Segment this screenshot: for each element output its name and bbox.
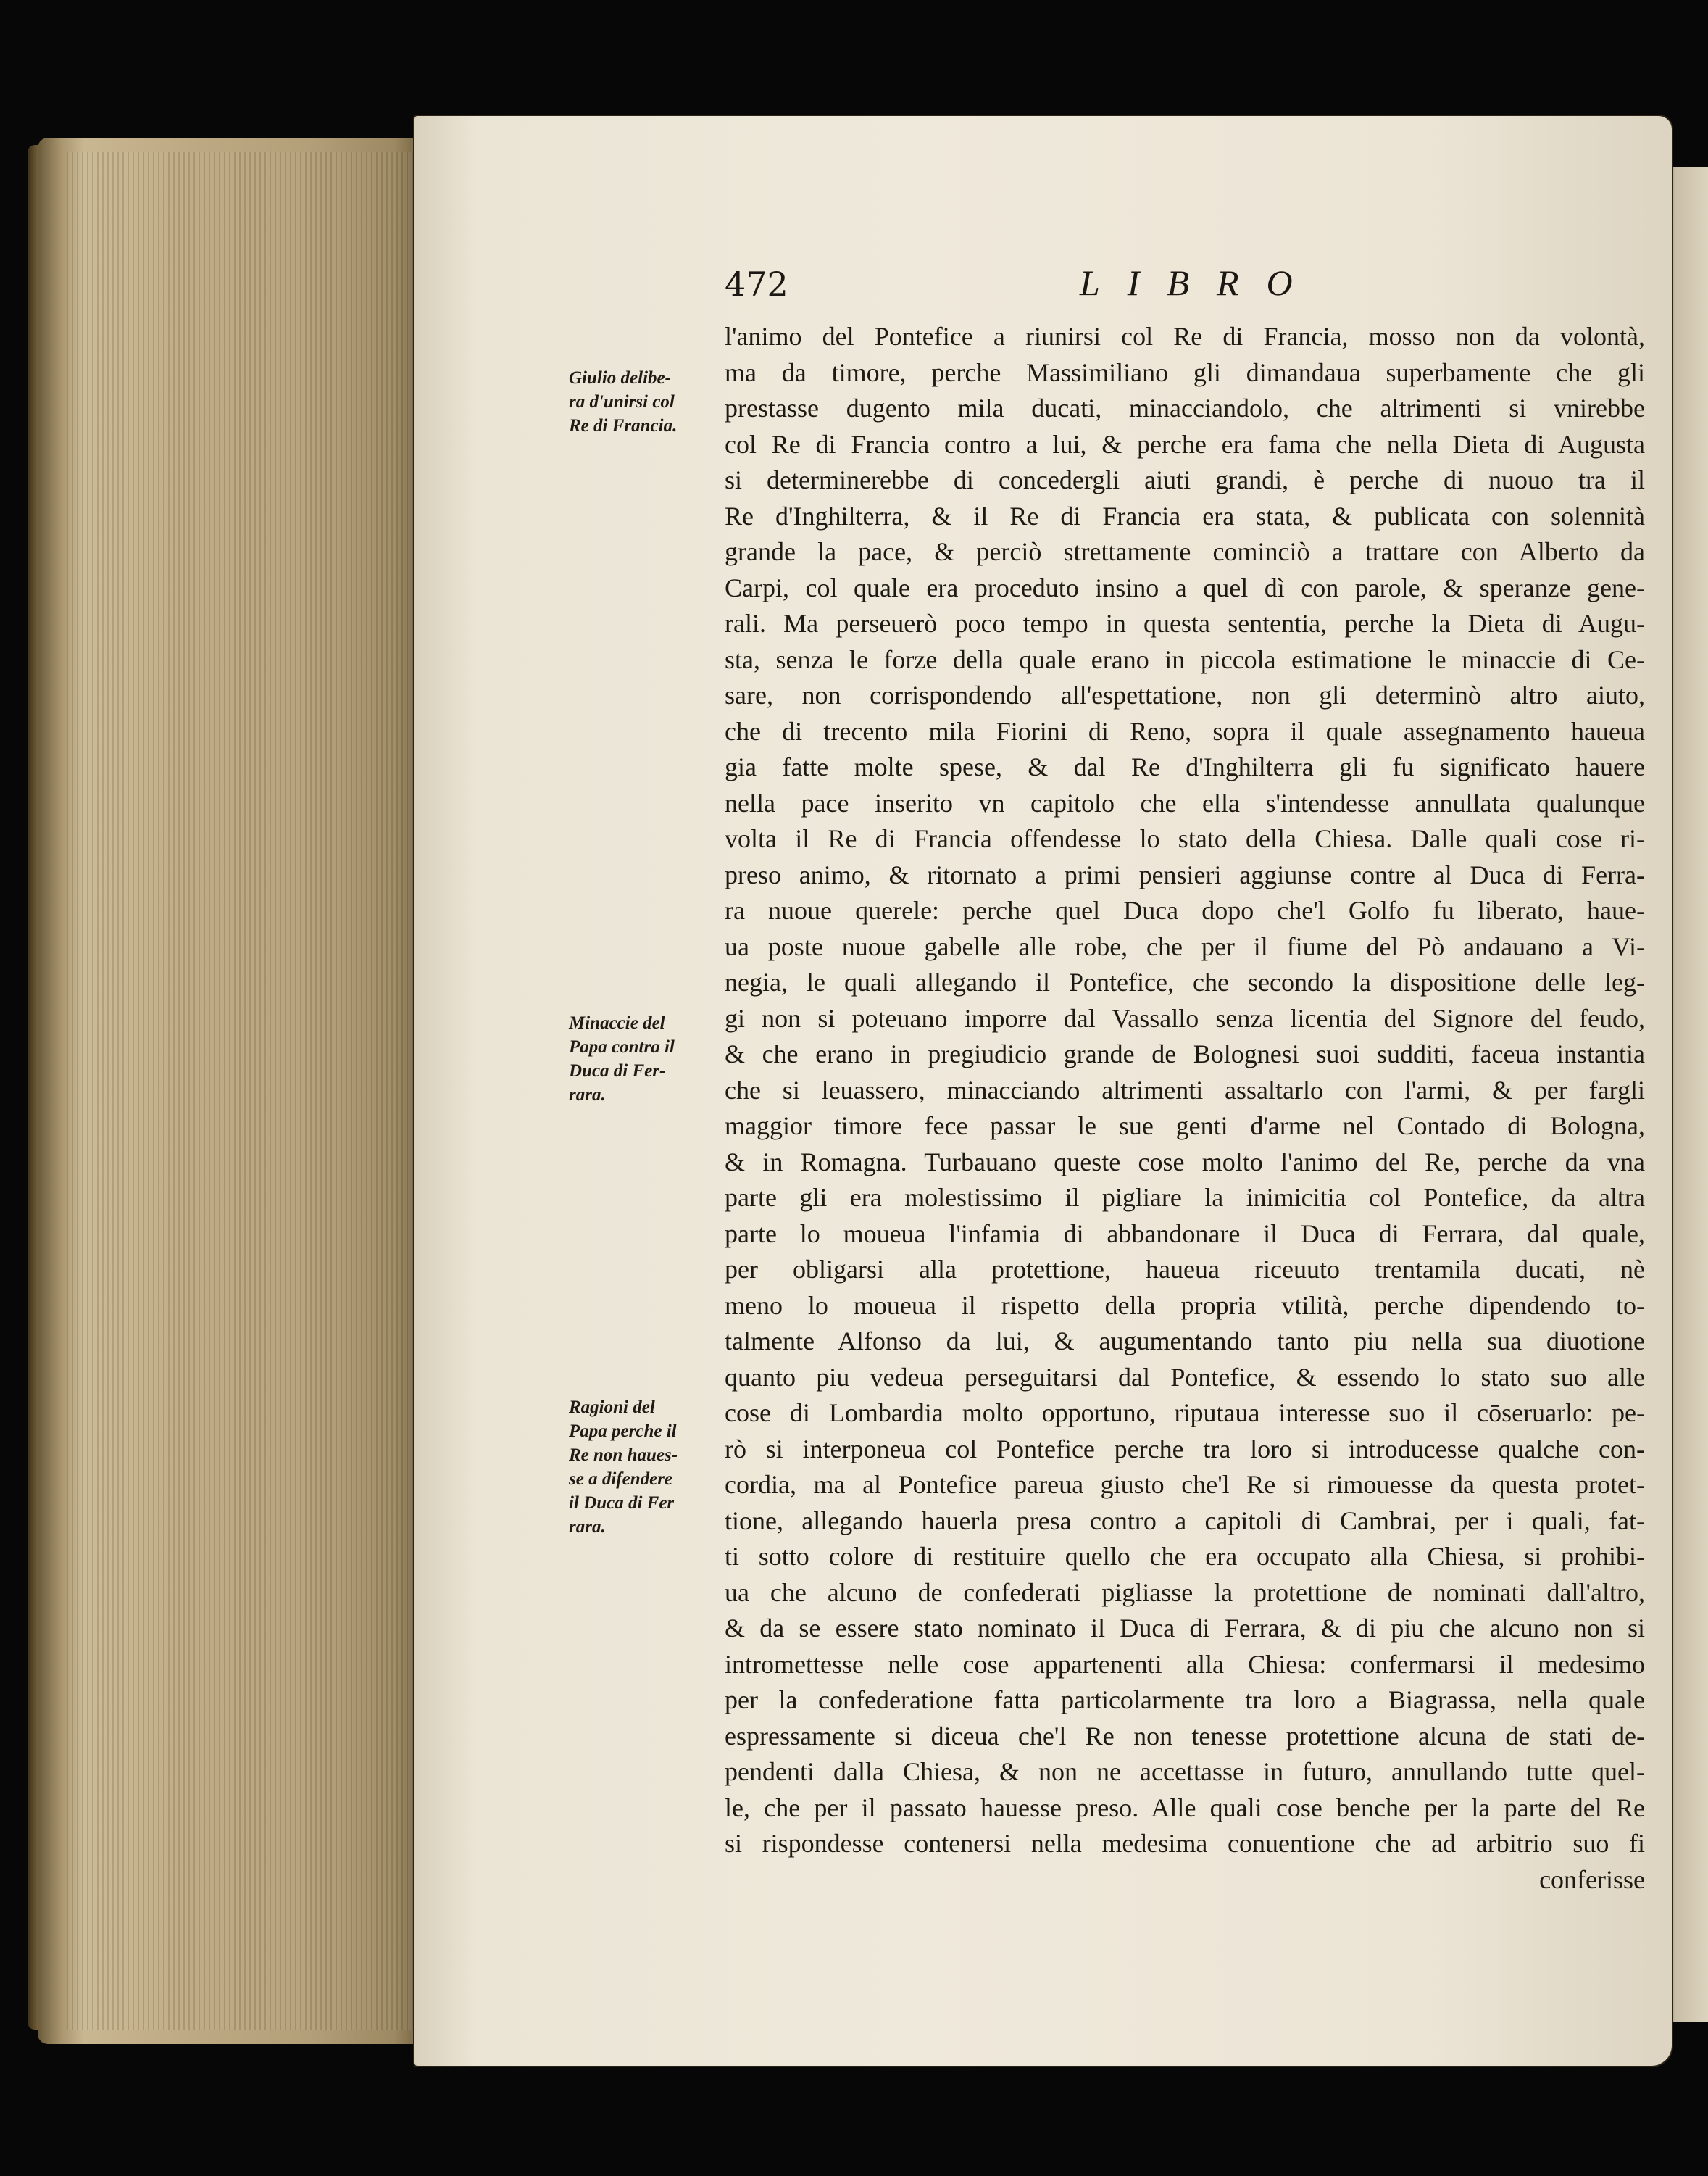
text-line: talmente Alfonso da lui, & augumentando tanto piu nella sua diuotione	[725, 1326, 1645, 1355]
text-line: & in Romagna. Turbauano queste cose molto l'animo del Re, perche da vna	[725, 1147, 1645, 1176]
text-line: tione, allegando hauerla presa contro a capitoli di Cambrai, per i quali, fat-	[725, 1506, 1645, 1535]
running-title: LIBRO	[1080, 262, 1320, 303]
text-line: ua che alcuno de confederati pigliasse la protettione de nominati dall'altro,	[725, 1577, 1645, 1607]
margin-note-line: Papa perche il	[569, 1421, 677, 1441]
text-line: espressamente si diceua che'l Re non tenesse protettione alcuna de stati de-	[725, 1721, 1645, 1751]
text-line: nella pace inserito vn capitolo che ella s'intendesse annullata qualunque	[725, 788, 1645, 818]
text-line: per obligarsi alla protettione, haueua riceuuto trentamila ducati, nè	[725, 1255, 1645, 1284]
margin-note-line: ra d'unirsi col	[569, 392, 675, 412]
margin-note-line: rara.	[569, 1085, 606, 1105]
text-line: si determinerebbe di concedergli aiuti grandi, è perche di nuouo tra il	[725, 465, 1645, 494]
text-line: ua poste nuoue gabelle alle robe, che per il fiume del Pò andauano a Vi-	[725, 931, 1645, 961]
margin-note	[569, 1011, 714, 1107]
page-header	[725, 262, 1449, 308]
text-line: & che erano in pregiudicio grande de Bolognesi suoi sudditi, faceua instantia	[725, 1039, 1645, 1068]
text-line: si rispondesse contenersi nella medesima conuentione che ad arbitrio suo fi	[725, 1829, 1645, 1858]
page-block-edges	[38, 138, 425, 2044]
margin-note-line: Giulio delibe-	[569, 368, 671, 388]
margin-note-line: Papa contra il	[569, 1037, 675, 1057]
text-line: meno lo moueua il rispetto della propria vtilità, perche dipendendo to-	[725, 1290, 1645, 1320]
text-line: parte gli era molestissimo il pigliare la inimicitia col Pontefice, da altra	[725, 1183, 1645, 1212]
margin-note-line: Duca di Fer-	[569, 1061, 666, 1081]
text-line: rali. Ma perseuerò poco tempo in questa sententia, perche la Dieta di Augu-	[725, 609, 1645, 638]
text-line: quanto piu vedeua perseguitarsi dal Pontefice, & essendo lo stato suo alle	[725, 1362, 1645, 1392]
text-line: volta il Re di Francia offendesse lo stato della Chiesa. Dalle quali cose ri-	[725, 824, 1645, 853]
text-line: sare, non corrispondendo all'espettatione, non gli determinò altro aiuto,	[725, 681, 1645, 710]
text-line: ra nuoue querele: perche quel Duca dopo che'l Golfo fu liberato, haue-	[725, 896, 1645, 925]
text-line: che si leuassero, minacciando altrimenti assaltarlo con l'armi, & per fargli	[725, 1075, 1645, 1105]
margin-note	[569, 1395, 714, 1539]
margin-note-line: Minaccie del	[569, 1013, 665, 1033]
text-line: Re d'Inghilterra, & il Re di Francia era stata, & publicata con solennità	[725, 501, 1645, 531]
text-line: l'animo del Pontefice a riunirsi col Re di Francia, mosso non da volontà,	[725, 322, 1645, 351]
text-line: negia, le quali allegando il Pontefice, che secondo la dispositione delle leg-	[725, 968, 1645, 997]
margin-note-line: il Duca di Fer	[569, 1493, 675, 1513]
text-line: cordia, ma al Pontefice pareua giusto che'l Re si rimouesse da questa protet-	[725, 1470, 1645, 1499]
margin-note	[569, 366, 714, 438]
text-line: grande la pace, & perciò strettamente cominciò a trattare con Alberto da	[725, 537, 1645, 566]
margin-note-line: Re di Francia.	[569, 416, 678, 436]
text-line: le, che per il passato hauesse preso. Alle quali cose benche per la parte del Re	[725, 1793, 1645, 1822]
text-line: cose di Lombardia molto opportuno, riputaua interesse suo il cōseruarlo: pe-	[725, 1398, 1645, 1427]
text-line: & da se essere stato nominato il Duca di Ferrara, & di piu che alcuno non si	[725, 1614, 1645, 1643]
margin-note-line: rara.	[569, 1517, 606, 1537]
text-line: ma da timore, perche Massimiliano gli dimandaua superbamente che gli	[725, 357, 1645, 387]
text-line: per la confederatione fatta particolarmente tra loro a Biagrassa, nella quale	[725, 1685, 1645, 1714]
text-line: che di trecento mila Fiorini di Reno, sopra il quale assegnamento haueua	[725, 716, 1645, 746]
text-line: pendenti dalla Chiesa, & non ne accettasse in futuro, annullando tutte quel-	[725, 1757, 1645, 1786]
margin-note-line: se a difendere	[569, 1469, 673, 1489]
text-line: col Re di Francia contro a lui, & perche era fama che nella Dieta di Augusta	[725, 429, 1645, 459]
text-line: gia fatte molte spese, & dal Re d'Inghilterra gli fu significato hauere	[725, 752, 1645, 781]
text-line: sta, senza le forze della quale erano in piccola estimatione le minaccie di Ce-	[725, 644, 1645, 674]
text-line: preso animo, & ritornato a primi pensieri aggiunse contre al Duca di Ferra-	[725, 860, 1645, 889]
margin-note-line: Re non haues-	[569, 1445, 678, 1465]
text-line: gi non si poteuano imporre dal Vassallo senza licentia del Signore del feudo,	[725, 1003, 1645, 1033]
catchword: conferisse	[1539, 1864, 1645, 1894]
main-text	[725, 319, 1645, 1898]
text-line: prestasse dugento mila ducati, minacciandolo, che altrimenti si vnirebbe	[725, 394, 1645, 423]
text-line: maggior timore fece passar le sue genti d'arme nel Contado di Bologna,	[725, 1111, 1645, 1140]
text-line: intromettesse nelle cose appartenenti alla Chiesa: confermarsi il medesimo	[725, 1649, 1645, 1679]
text-line: parte lo moueua l'infamia di abbandonare il Duca di Ferrara, dal quale,	[725, 1218, 1645, 1248]
page-number: 472	[725, 265, 788, 304]
text-line: rò si interponeua col Pontefice perche tra loro si introducesse qualche con-	[725, 1434, 1645, 1463]
text-line: Carpi, col quale era proceduto insino a quel dì con parole, & speranze gene-	[725, 573, 1645, 602]
text-line: ti sotto colore di restituire quello che era occupato alla Chiesa, si prohibi-	[725, 1542, 1645, 1571]
margin-note-line: Ragioni del	[569, 1398, 655, 1417]
